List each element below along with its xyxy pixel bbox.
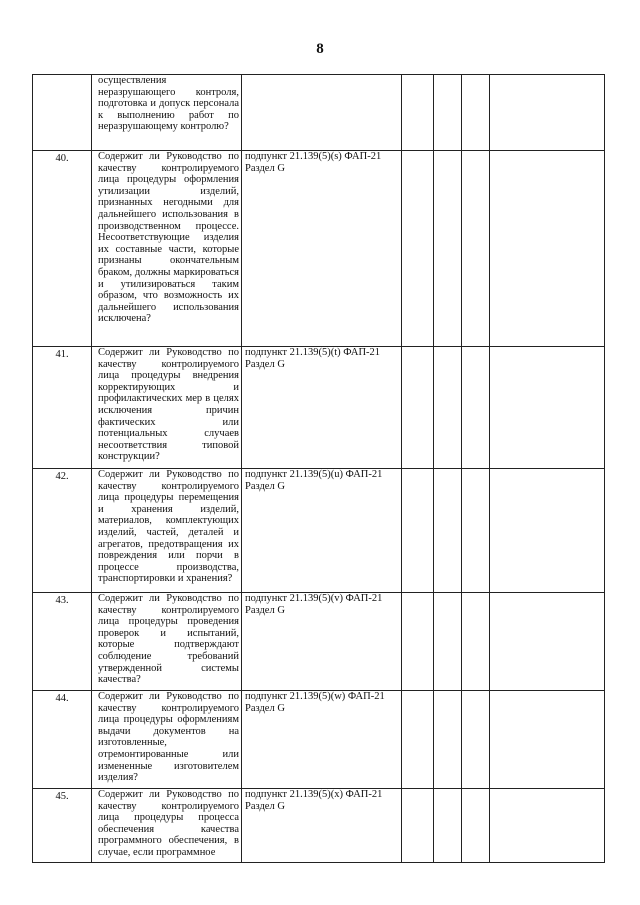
- answer-yes-cell[interactable]: [402, 789, 434, 863]
- item-number: 45.: [33, 789, 92, 863]
- question-text: Содержит ли Руководство по качеству контролируемого лица процедуры проведения проверок и испытаний, которые подтверждают соблюдение требований утвержденной системы качества?: [98, 593, 239, 686]
- checklist-table: [32, 74, 605, 863]
- answer-yes-cell[interactable]: [402, 593, 434, 691]
- question-text: осуществления неразрушающего контроля, подготовка и допуск персонала к выполнению работ по неразрушающему контролю?: [98, 75, 239, 133]
- item-number: 43.: [33, 593, 92, 691]
- reference-text: подпункт 21.139(5)(x) ФАП-21: [245, 789, 383, 800]
- reference-section: Раздел G: [245, 800, 285, 812]
- note-cell[interactable]: [490, 593, 605, 691]
- reference-text: подпункт 21.139(5)(v) ФАП-21: [245, 593, 383, 604]
- answer-yes-cell[interactable]: [402, 691, 434, 789]
- answer-yes-cell[interactable]: [402, 469, 434, 593]
- reference-section: Раздел G: [245, 162, 285, 174]
- table-row: [33, 151, 605, 347]
- reference-text: подпункт 21.139(5)(t) ФАП-21: [245, 347, 381, 358]
- table-row: [33, 469, 605, 593]
- answer-na-cell[interactable]: [462, 593, 490, 691]
- answer-na-cell[interactable]: [462, 691, 490, 789]
- reference-cell: [242, 347, 402, 469]
- reference-section: Раздел G: [245, 604, 285, 616]
- question-text: Содержит ли Руководство по качеству контролируемого лица процедуры перемещения и хранения изделий, материалов, комплектующих изделий, частей, деталей и агрегатов, предотвращения их повреждения или порчи в процессе производства, транспортировки и хранения?: [98, 469, 239, 585]
- table-row: [33, 691, 605, 789]
- item-number: 44.: [33, 691, 92, 789]
- note-cell[interactable]: [490, 789, 605, 863]
- answer-no-cell[interactable]: [434, 347, 462, 469]
- answer-yes-cell[interactable]: [402, 151, 434, 347]
- question-cell: [92, 691, 242, 789]
- answer-na-cell[interactable]: [462, 151, 490, 347]
- answer-na-cell[interactable]: [462, 347, 490, 469]
- question-text: Содержит ли Руководство по качеству контролируемого лица процедуры процесса обеспечения качества программного обеспечения, в случае, если программное: [98, 789, 239, 858]
- reference-text: подпункт 21.139(5)(u) ФАП-21: [245, 469, 383, 480]
- item-number: 42.: [33, 469, 92, 593]
- table-row: [33, 75, 605, 151]
- question-cell: [92, 151, 242, 347]
- item-number: 40.: [33, 151, 92, 347]
- reference-cell: [242, 691, 402, 789]
- table-row: [33, 593, 605, 691]
- question-cell: [92, 75, 242, 151]
- reference-cell: [242, 469, 402, 593]
- note-cell[interactable]: [490, 469, 605, 593]
- answer-no-cell[interactable]: [434, 151, 462, 347]
- item-number: [33, 75, 92, 151]
- note-cell[interactable]: [490, 75, 605, 151]
- reference-cell: [242, 789, 402, 863]
- note-cell[interactable]: [490, 151, 605, 347]
- question-cell: [92, 593, 242, 691]
- reference-text: подпункт 21.139(5)(s) ФАП-21: [245, 151, 382, 162]
- reference-text: подпункт 21.139(5)(w) ФАП-21: [245, 691, 385, 702]
- item-number: 41.: [33, 347, 92, 469]
- answer-na-cell[interactable]: [462, 469, 490, 593]
- reference-section: Раздел G: [245, 702, 285, 714]
- question-text: Содержит ли Руководство по качеству контролируемого лица процедуры оформлениям выдачи документов на изготовленные, отремонтированные или измененные изготовителем изделия?: [98, 691, 239, 784]
- table-row: [33, 789, 605, 863]
- answer-yes-cell[interactable]: [402, 75, 434, 151]
- answer-na-cell[interactable]: [462, 789, 490, 863]
- page-number: 8: [316, 41, 324, 57]
- answer-na-cell[interactable]: [462, 75, 490, 151]
- answer-no-cell[interactable]: [434, 789, 462, 863]
- question-cell: [92, 789, 242, 863]
- reference-cell: [242, 75, 402, 151]
- answer-no-cell[interactable]: [434, 691, 462, 789]
- question-text: Содержит ли Руководство по качеству контролируемого лица процедуры внедрения корректирующих и профилактических мер в целях исключения причин фактических или потенциальных случаев несоответствия типовой конструкции?: [98, 347, 239, 463]
- question-cell: [92, 469, 242, 593]
- answer-no-cell[interactable]: [434, 593, 462, 691]
- note-cell[interactable]: [490, 347, 605, 469]
- table-row: [33, 347, 605, 469]
- answer-no-cell[interactable]: [434, 75, 462, 151]
- answer-no-cell[interactable]: [434, 469, 462, 593]
- reference-section: Раздел G: [245, 358, 285, 370]
- question-cell: [92, 347, 242, 469]
- reference-section: Раздел G: [245, 480, 285, 492]
- question-text: Содержит ли Руководство по качеству контролируемого лица процедуры оформления утилизации изделий, признанных негодными для дальнейшего использования в производственном процессе. Несоответствующие изделия их составные части, которые признаны окончательным браком, должны маркироваться и утилизироваться таким образом, что возможность их дальнейшего использования исключена?: [98, 151, 239, 325]
- reference-cell: [242, 593, 402, 691]
- reference-cell: [242, 151, 402, 347]
- answer-yes-cell[interactable]: [402, 347, 434, 469]
- note-cell[interactable]: [490, 691, 605, 789]
